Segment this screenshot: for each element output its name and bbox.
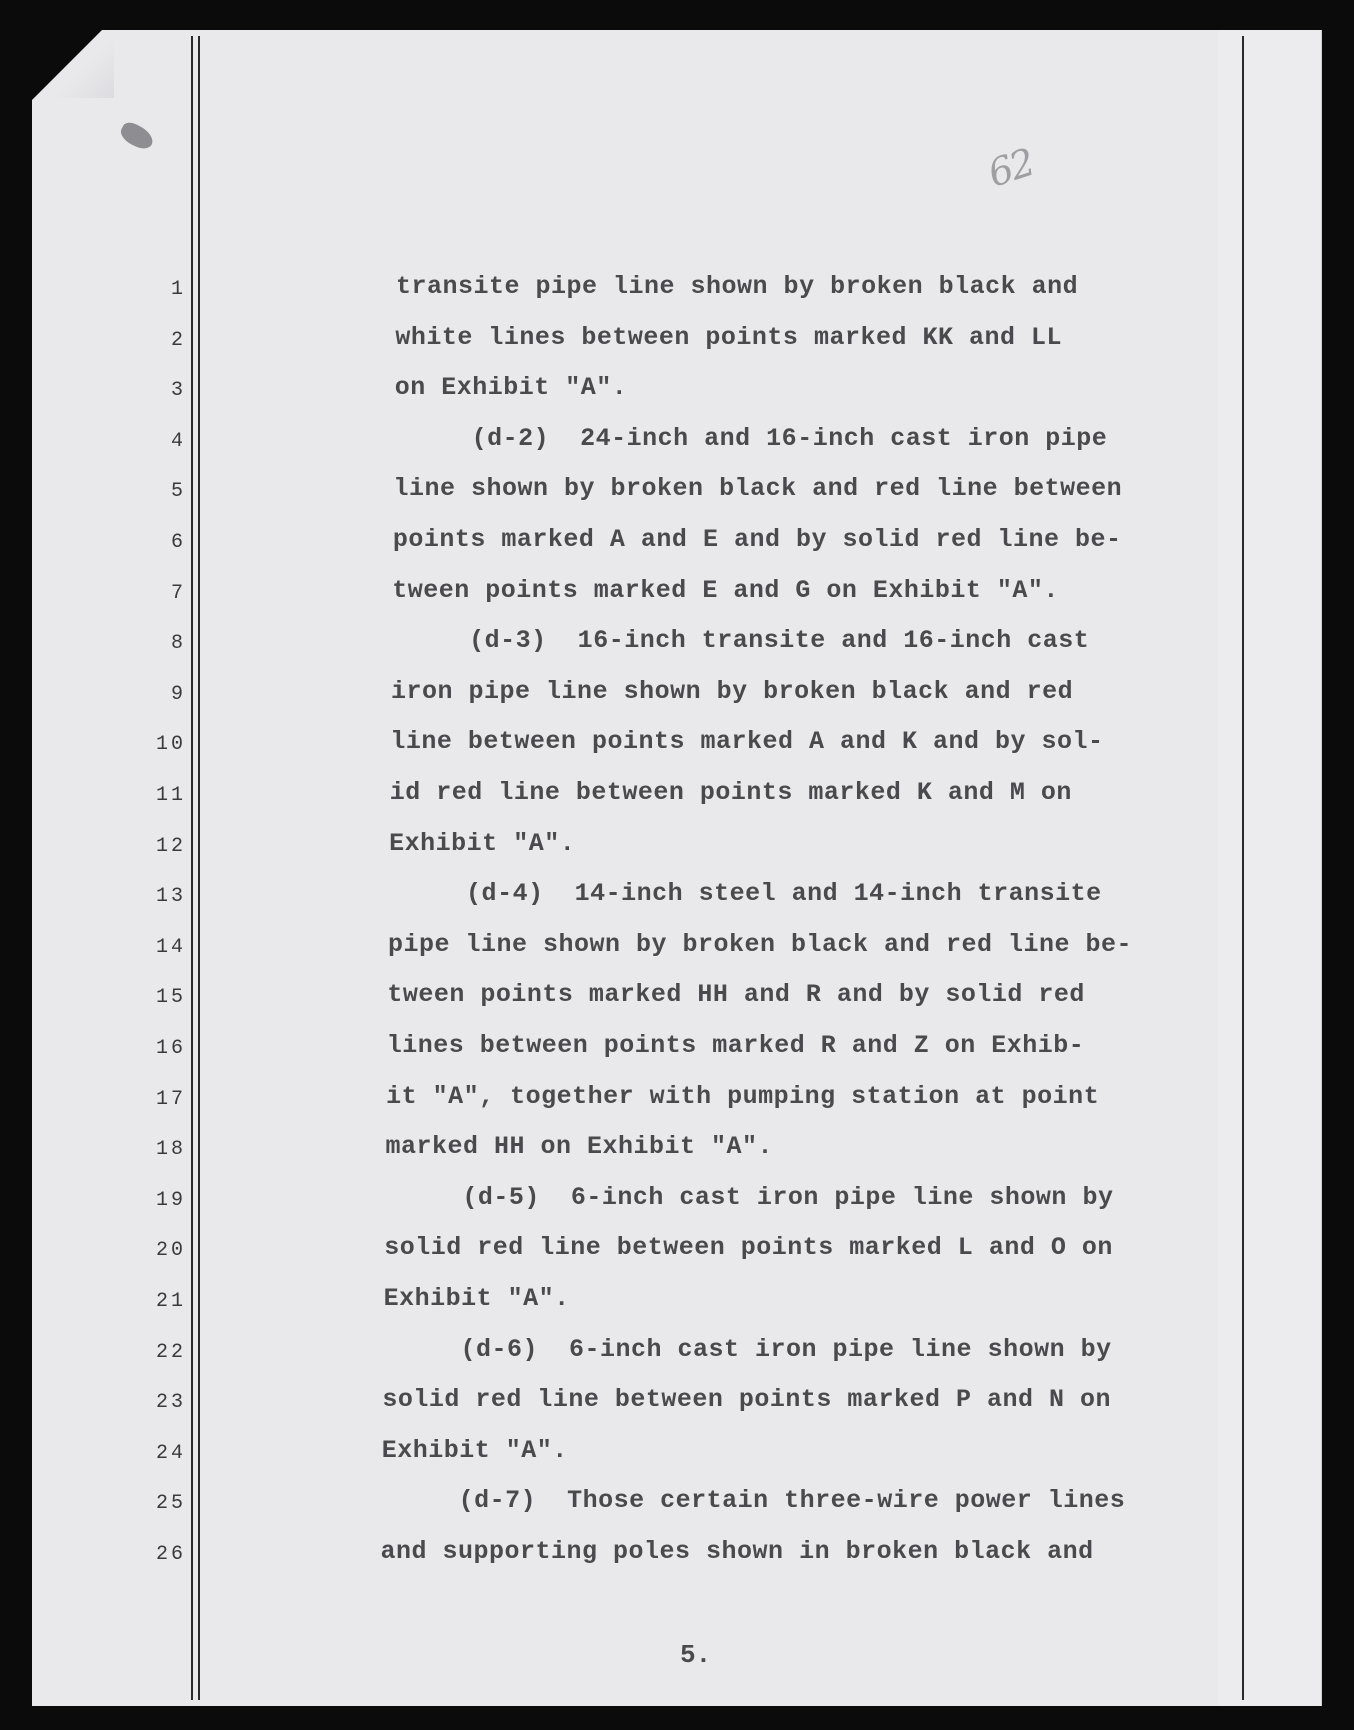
line-number: 16 <box>155 1037 186 1060</box>
text-line: line between points marked A and K and by sol- <box>390 727 1104 757</box>
text-line: pipe line shown by broken black and red line be- <box>387 929 1133 959</box>
text-line: (d-3) 16-inch transite and 16-inch cast <box>391 626 1090 656</box>
left-margin-rule-outer <box>191 36 193 1700</box>
line-number: 13 <box>155 885 186 909</box>
line-number: 21 <box>155 1290 186 1313</box>
text-line: tween points marked E and G on Exhibit "A". <box>392 575 1059 605</box>
line-number: 12 <box>155 834 186 858</box>
paper-edge <box>1218 30 1322 1706</box>
text-line: solid red line between points marked L and O on <box>384 1233 1113 1263</box>
text-line: on Exhibit "A". <box>394 373 628 403</box>
text-line: it "A", together with pumping station at point <box>386 1081 1100 1111</box>
right-margin-rule <box>1242 36 1244 1700</box>
line-number: 6 <box>170 531 186 554</box>
text-line: Exhibit "A". <box>389 828 576 858</box>
text-line: Exhibit "A". <box>381 1435 568 1465</box>
text-line: line shown by broken black and red line between <box>393 474 1123 504</box>
text-line: (d-4) 14-inch steel and 14-inch transite <box>388 879 1102 909</box>
line-number: 23 <box>155 1391 186 1415</box>
text-line: points marked A and E and by solid red line be- <box>392 525 1122 554</box>
text-line: (d-2) 24-inch and 16-inch cast iron pipe <box>394 423 1108 453</box>
line-number: 19 <box>155 1188 186 1212</box>
text-line: white lines between points marked KK and LL <box>395 322 1062 352</box>
line-number: 17 <box>155 1087 186 1111</box>
line-number: 8 <box>170 632 186 656</box>
text-line: tween points marked HH and R and by solid red <box>387 980 1085 1010</box>
text-line: (d-5) 6-inch cast iron pipe line shown by <box>384 1182 1114 1212</box>
text-line: (d-7) Those certain three-wire power lines <box>381 1486 1126 1516</box>
handwritten-page-note: 62 <box>982 140 1039 196</box>
text-line: id red line between points marked K and M on <box>389 778 1072 807</box>
line-number: 22 <box>155 1340 186 1364</box>
text-line: lines between points marked R and Z on Exhib- <box>386 1031 1085 1060</box>
text-line: and supporting poles shown in broken black and <box>380 1537 1094 1566</box>
line-number: 5 <box>170 480 186 504</box>
line-number: 11 <box>155 784 186 807</box>
text-line: marked HH on Exhibit "A". <box>385 1132 774 1162</box>
text-line: (d-6) 6-inch cast iron pipe line shown by <box>382 1334 1112 1364</box>
text-line: transite pipe line shown by broken black and <box>396 272 1079 301</box>
line-number: 20 <box>155 1239 186 1263</box>
line-number: 18 <box>155 1138 186 1162</box>
line-number: 2 <box>170 328 186 352</box>
line-number: 3 <box>170 379 186 403</box>
text-line: iron pipe line shown by broken black and red <box>391 676 1074 706</box>
line-number: 9 <box>170 682 186 706</box>
line-number: 26 <box>155 1543 186 1566</box>
line-number: 10 <box>155 733 186 757</box>
text-line: Exhibit "A". <box>383 1284 570 1313</box>
text-line: solid red line between points marked P and N on <box>382 1385 1111 1415</box>
line-number: 7 <box>170 581 186 605</box>
left-margin-rule-inner <box>198 36 200 1700</box>
line-number: 14 <box>155 935 186 959</box>
line-number: 1 <box>170 278 186 301</box>
line-number: 25 <box>155 1492 186 1516</box>
line-number: 4 <box>170 429 186 453</box>
line-number: 15 <box>155 986 186 1010</box>
page-number: 5. <box>680 1640 712 1670</box>
line-number: 24 <box>155 1441 186 1465</box>
